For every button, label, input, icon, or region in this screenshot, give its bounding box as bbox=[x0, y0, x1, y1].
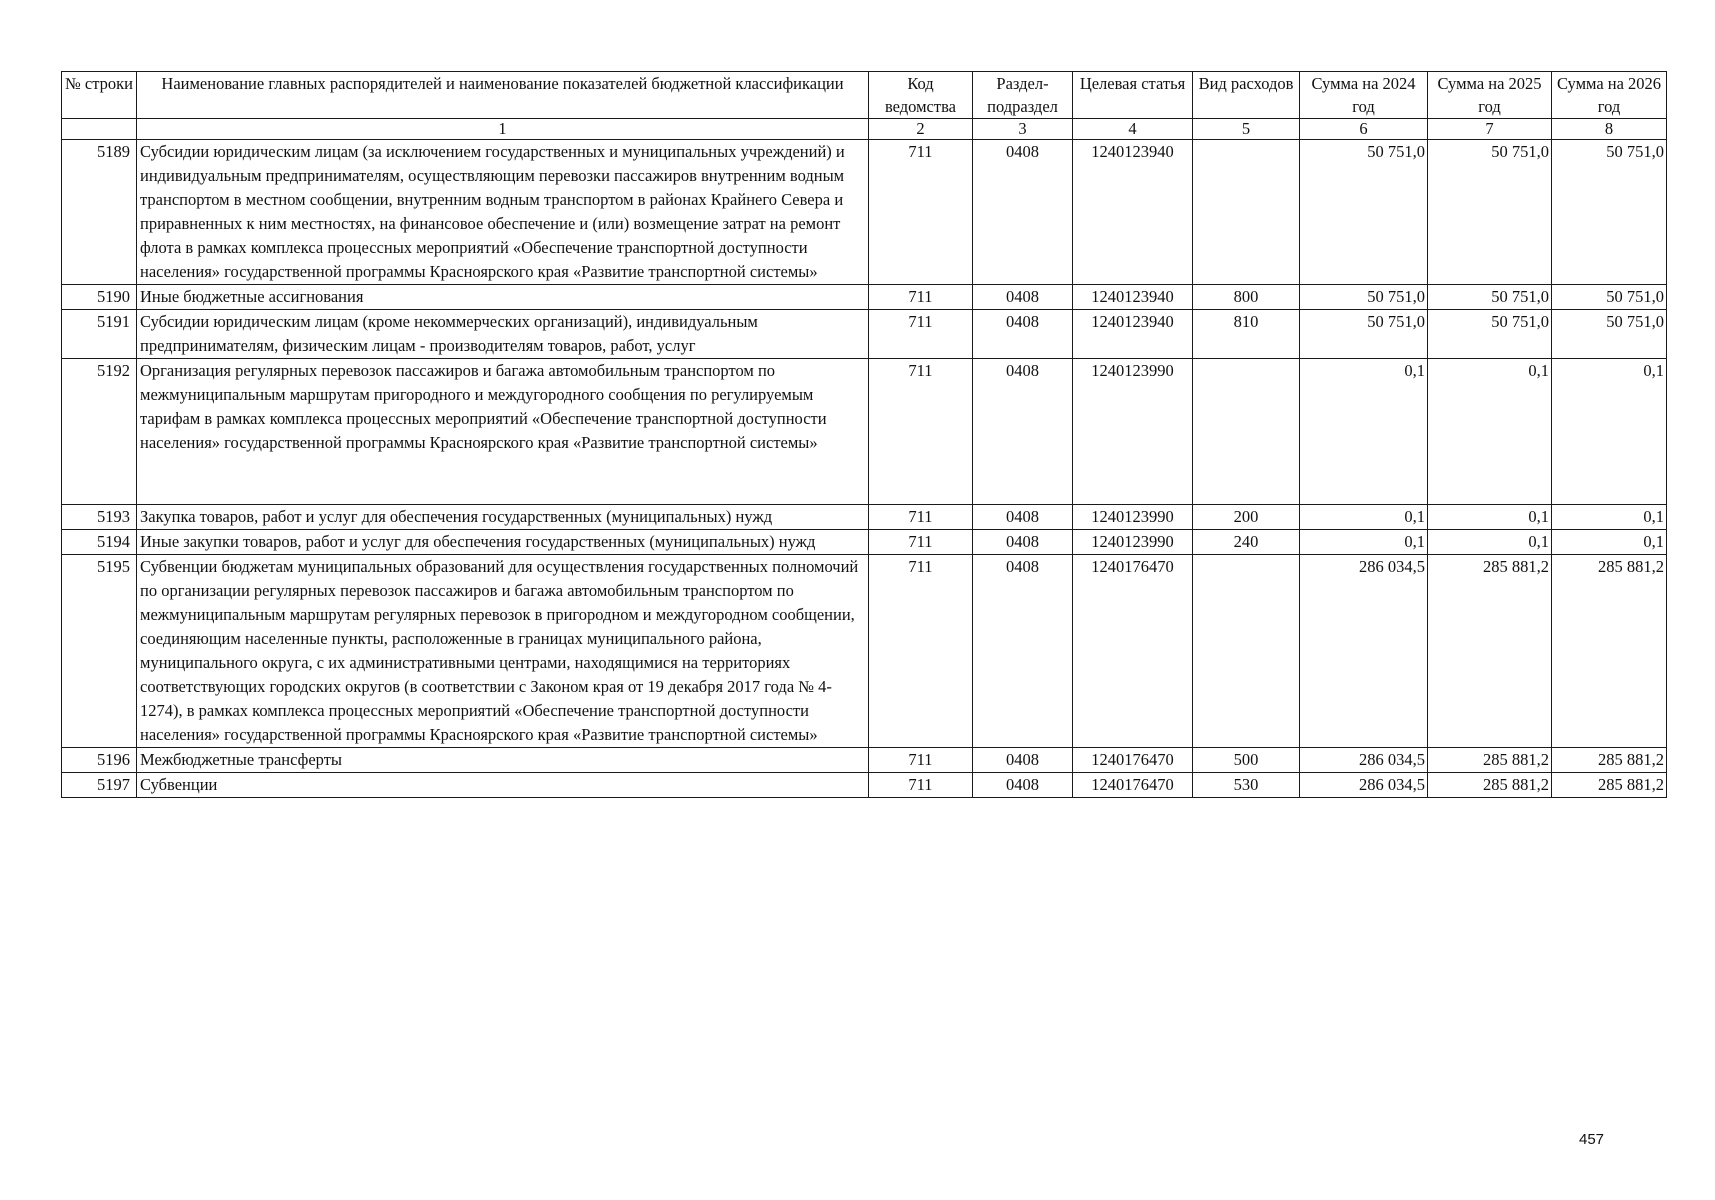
target-code: 1240176470 bbox=[1073, 773, 1193, 798]
header-section: Раздел-подраздел bbox=[973, 72, 1073, 119]
header-name: Наименование главных распорядителей и наименование показателей бюджетной классификации bbox=[137, 72, 869, 119]
expense-type: 800 bbox=[1193, 285, 1300, 310]
sum-2025: 50 751,0 bbox=[1428, 310, 1552, 359]
sum-2025: 50 751,0 bbox=[1428, 140, 1552, 285]
column-index: 2 bbox=[869, 119, 973, 140]
sum-2026: 0,1 bbox=[1552, 505, 1667, 530]
sum-2025: 285 881,2 bbox=[1428, 748, 1552, 773]
sum-2026: 285 881,2 bbox=[1552, 773, 1667, 798]
dept-code: 711 bbox=[869, 505, 973, 530]
dept-code: 711 bbox=[869, 285, 973, 310]
row-name: Субсидии юридическим лицам (кроме некоммерческих организаций), индивидуальным предпринимателям, физическим лицам - производителям товаров, работ, услуг bbox=[137, 310, 869, 359]
sum-2024: 286 034,5 bbox=[1300, 748, 1428, 773]
dept-code: 711 bbox=[869, 140, 973, 285]
section-code: 0408 bbox=[973, 285, 1073, 310]
page-number: 457 bbox=[1579, 1131, 1605, 1148]
expense-type bbox=[1193, 555, 1300, 748]
row-number: 5191 bbox=[62, 310, 137, 359]
row-name: Межбюджетные трансферты bbox=[137, 748, 869, 773]
table-row bbox=[62, 555, 1667, 748]
row-number: 5195 bbox=[62, 555, 137, 748]
target-code: 1240176470 bbox=[1073, 555, 1193, 748]
sum-2024: 0,1 bbox=[1300, 530, 1428, 555]
dept-code: 711 bbox=[869, 773, 973, 798]
row-number: 5197 bbox=[62, 773, 137, 798]
row-name: Иные закупки товаров, работ и услуг для обеспечения государственных (муниципальных) нужд bbox=[137, 530, 869, 555]
sum-2025: 50 751,0 bbox=[1428, 285, 1552, 310]
sum-2024: 50 751,0 bbox=[1300, 285, 1428, 310]
column-index: 6 bbox=[1300, 119, 1428, 140]
row-number: 5194 bbox=[62, 530, 137, 555]
section-code: 0408 bbox=[973, 748, 1073, 773]
expense-type bbox=[1193, 359, 1300, 505]
row-number: 5192 bbox=[62, 359, 137, 505]
row-number: 5193 bbox=[62, 505, 137, 530]
column-index: 1 bbox=[137, 119, 869, 140]
section-code: 0408 bbox=[973, 310, 1073, 359]
budget-table bbox=[61, 71, 1667, 798]
header-sum-2026: Сумма на 2026 год bbox=[1552, 72, 1667, 119]
row-name: Субсидии юридическим лицам (за исключением государственных и муниципальных учреждений) и индивидуальным предпринимателям, осуществляющим перевозки пассажиров внутренним водным транспортом в местном сообщении, внутренним водным транспортом в районах Крайнего Севера и приравненных к ним местностях, на финансовое обеспечение и (или) возмещение затрат на ремонт флота в рамках комплекса процессных мероприятий «Обеспечение транспортной доступности населения» государственной программы Красноярского края «Развитие транспортной системы» bbox=[137, 140, 869, 285]
column-index: 5 bbox=[1193, 119, 1300, 140]
sum-2024: 50 751,0 bbox=[1300, 140, 1428, 285]
header-row-number: № строки bbox=[62, 72, 137, 119]
target-code: 1240176470 bbox=[1073, 748, 1193, 773]
expense-type: 530 bbox=[1193, 773, 1300, 798]
sum-2026: 0,1 bbox=[1552, 530, 1667, 555]
dept-code: 711 bbox=[869, 748, 973, 773]
table-row bbox=[62, 140, 1667, 285]
sum-2024: 0,1 bbox=[1300, 505, 1428, 530]
expense-type bbox=[1193, 140, 1300, 285]
sum-2025: 0,1 bbox=[1428, 359, 1552, 505]
sum-2025: 0,1 bbox=[1428, 530, 1552, 555]
sum-2026: 50 751,0 bbox=[1552, 140, 1667, 285]
table-row bbox=[62, 505, 1667, 530]
expense-type: 500 bbox=[1193, 748, 1300, 773]
section-code: 0408 bbox=[973, 555, 1073, 748]
target-code: 1240123990 bbox=[1073, 359, 1193, 505]
row-name: Субвенции бюджетам муниципальных образований для осуществления государственных полномочий по организации регулярных перевозок пассажиров и багажа автомобильным транспортом по межмуниципальным маршрутам регулярных перевозок в пригородном и междугородном сообщении, соединяющим населенные пункты, расположенные в границах муниципального района, муниципального округа, с их административными центрами, находящимися на территориях соответствующих городских округов (в соответствии с Законом края от 19 декабря 2017 года № 4-1274), в рамках комплекса процессных мероприятий «Обеспечение транспортной доступности населения» государственной программы Красноярского края «Развитие транспортной системы» bbox=[137, 555, 869, 748]
row-name: Субвенции bbox=[137, 773, 869, 798]
dept-code: 711 bbox=[869, 310, 973, 359]
target-code: 1240123940 bbox=[1073, 140, 1193, 285]
table-row bbox=[62, 310, 1667, 359]
dept-code: 711 bbox=[869, 530, 973, 555]
sum-2024: 286 034,5 bbox=[1300, 773, 1428, 798]
target-code: 1240123940 bbox=[1073, 310, 1193, 359]
table-row bbox=[62, 773, 1667, 798]
sum-2025: 285 881,2 bbox=[1428, 773, 1552, 798]
row-number: 5196 bbox=[62, 748, 137, 773]
section-code: 0408 bbox=[973, 773, 1073, 798]
header-expense-type: Вид расходов bbox=[1193, 72, 1300, 119]
sum-2024: 286 034,5 bbox=[1300, 555, 1428, 748]
header-sum-2025: Сумма на 2025 год bbox=[1428, 72, 1552, 119]
table-row bbox=[62, 530, 1667, 555]
header-target-article: Целевая статья bbox=[1073, 72, 1193, 119]
table-row bbox=[62, 285, 1667, 310]
row-number: 5190 bbox=[62, 285, 137, 310]
column-index: 7 bbox=[1428, 119, 1552, 140]
sum-2025: 285 881,2 bbox=[1428, 555, 1552, 748]
target-code: 1240123990 bbox=[1073, 505, 1193, 530]
column-index: 8 bbox=[1552, 119, 1667, 140]
sum-2026: 0,1 bbox=[1552, 359, 1667, 505]
table-row bbox=[62, 748, 1667, 773]
column-index-row bbox=[62, 119, 1667, 140]
table-header-row bbox=[62, 72, 1667, 119]
row-name: Закупка товаров, работ и услуг для обеспечения государственных (муниципальных) нужд bbox=[137, 505, 869, 530]
table-row bbox=[62, 359, 1667, 505]
sum-2025: 0,1 bbox=[1428, 505, 1552, 530]
sum-2024: 0,1 bbox=[1300, 359, 1428, 505]
row-name: Иные бюджетные ассигнования bbox=[137, 285, 869, 310]
sum-2024: 50 751,0 bbox=[1300, 310, 1428, 359]
sum-2026: 50 751,0 bbox=[1552, 310, 1667, 359]
column-index: 4 bbox=[1073, 119, 1193, 140]
section-code: 0408 bbox=[973, 140, 1073, 285]
expense-type: 200 bbox=[1193, 505, 1300, 530]
row-number: 5189 bbox=[62, 140, 137, 285]
sum-2026: 50 751,0 bbox=[1552, 285, 1667, 310]
expense-type: 810 bbox=[1193, 310, 1300, 359]
sum-2026: 285 881,2 bbox=[1552, 748, 1667, 773]
row-name: Организация регулярных перевозок пассажиров и багажа автомобильным транспортом по межмуниципальным маршрутам пригородного и междугородного сообщения по регулируемым тарифам в рамках комплекса процессных мероприятий «Обеспечение транспортной доступности населения» государственной программы Красноярского края «Развитие транспортной системы» bbox=[137, 359, 869, 505]
section-code: 0408 bbox=[973, 505, 1073, 530]
header-sum-2024: Сумма на 2024 год bbox=[1300, 72, 1428, 119]
section-code: 0408 bbox=[973, 530, 1073, 555]
column-index bbox=[62, 119, 137, 140]
column-index: 3 bbox=[973, 119, 1073, 140]
section-code: 0408 bbox=[973, 359, 1073, 505]
target-code: 1240123940 bbox=[1073, 285, 1193, 310]
dept-code: 711 bbox=[869, 555, 973, 748]
sum-2026: 285 881,2 bbox=[1552, 555, 1667, 748]
target-code: 1240123990 bbox=[1073, 530, 1193, 555]
expense-type: 240 bbox=[1193, 530, 1300, 555]
header-dept-code: Код ведомства bbox=[869, 72, 973, 119]
dept-code: 711 bbox=[869, 359, 973, 505]
